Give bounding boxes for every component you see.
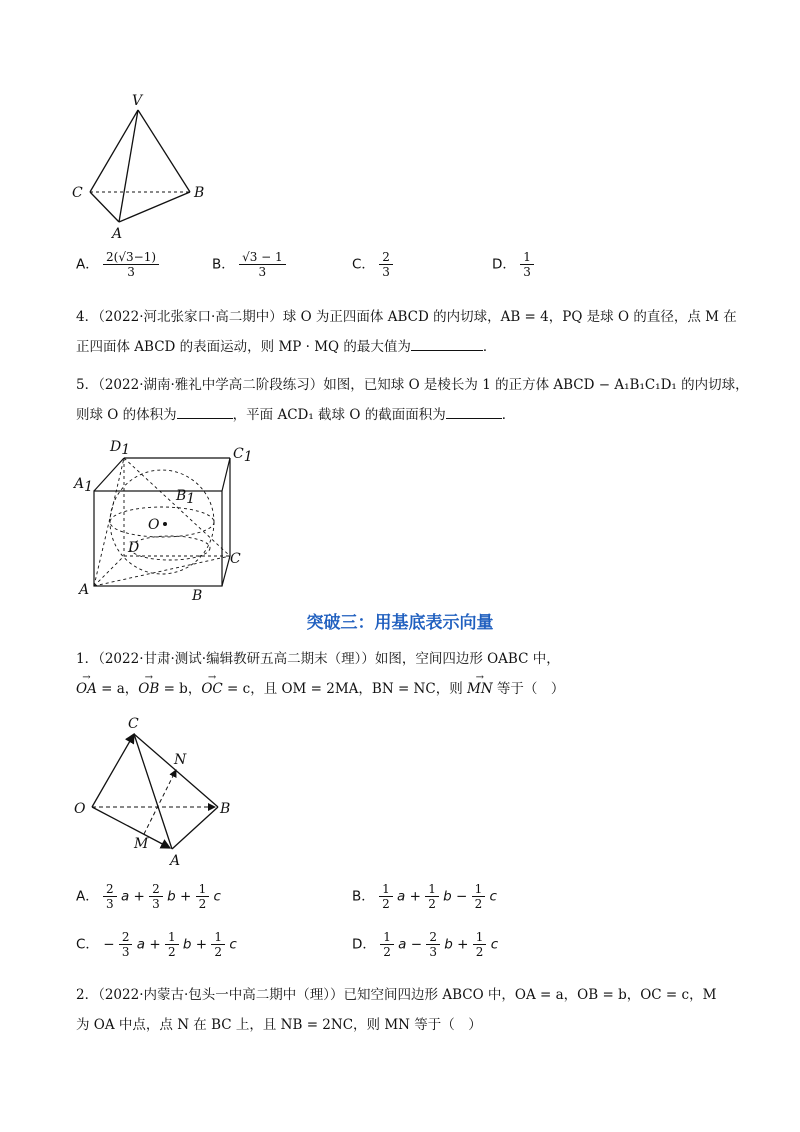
option-letter: D． — [352, 936, 376, 953]
answer-blank-volume[interactable] — [177, 418, 233, 419]
fraction-denominator: 2 — [382, 897, 390, 911]
term: a − — [398, 936, 423, 953]
option-letter: B． — [212, 256, 235, 273]
fraction-denominator: 3 — [258, 265, 267, 279]
fraction-denominator: 3 — [152, 897, 160, 911]
fraction-numerator: 2(√3−1) — [103, 250, 159, 265]
sphere-equator — [110, 507, 214, 537]
fraction-numerator: 2 — [426, 930, 440, 945]
question-5-line-2 — [76, 400, 732, 430]
fraction-numerator: 1 — [520, 250, 534, 265]
label-o: O — [148, 517, 160, 533]
label-v: V — [132, 93, 143, 109]
fraction-numerator: 1 — [196, 882, 210, 897]
p1-option-d[interactable] — [352, 930, 498, 959]
label-a: A — [170, 853, 181, 869]
question-suffix: 等于（ ） — [492, 681, 565, 697]
period: ． — [501, 407, 516, 423]
term: a + — [397, 888, 421, 905]
fraction-numerator: √3 − 1 — [239, 250, 286, 265]
fraction-numerator: 1 — [165, 930, 179, 945]
fraction-denominator: 3 — [106, 897, 114, 911]
space-quadrilateral-figure — [70, 712, 250, 872]
q3-option-c[interactable] — [352, 250, 393, 279]
term: c — [489, 888, 497, 905]
equation-text: = b， — [159, 681, 202, 697]
label-a1: A1 — [74, 476, 94, 495]
option-letter: B． — [352, 888, 375, 905]
edge-d1-c-plane — [124, 458, 230, 556]
edge-a-d-hidden — [94, 556, 124, 586]
label-c1: C1 — [233, 446, 253, 465]
label-c: C — [72, 185, 83, 201]
q3-option-b[interactable] — [212, 250, 286, 279]
answer-blank-area[interactable] — [446, 418, 502, 419]
problem-2-line-2: 为 OA 中点，点 N 在 BC 上，且 NB = 2NC，则 MN 等于（ ） — [76, 1017, 482, 1033]
problem-1-line-2 — [76, 674, 732, 704]
fraction-denominator: 2 — [198, 897, 207, 911]
fraction-denominator: 3 — [523, 265, 531, 279]
fraction-denominator: 2 — [474, 897, 483, 911]
label-d: D — [128, 540, 140, 556]
edge-ab — [119, 192, 190, 222]
section-heading: 突破三：用基底表示向量 — [306, 613, 494, 633]
fraction-numerator: 1 — [425, 882, 439, 897]
term: a + — [136, 936, 161, 953]
fraction-denominator: 3 — [429, 945, 437, 959]
fraction-numerator: 2 — [119, 930, 133, 945]
center-point — [163, 522, 167, 526]
vector-oc-line — [92, 734, 134, 807]
edge-a1-d1 — [94, 458, 124, 491]
label-m: M — [134, 836, 149, 852]
term: c — [229, 936, 237, 953]
label-c: C — [230, 551, 241, 567]
edge-a-c-plane — [94, 556, 230, 586]
period: ． — [482, 339, 497, 355]
vector-ob: → OB — [138, 674, 159, 704]
p1-option-a[interactable] — [76, 882, 221, 911]
edge-b1-c1 — [222, 458, 230, 491]
term: b + — [182, 936, 208, 953]
label-a: A — [112, 226, 123, 240]
p1-option-b[interactable] — [352, 882, 497, 911]
option-letter: A． — [76, 888, 99, 905]
label-b: B — [194, 185, 205, 201]
q3-option-d[interactable] — [492, 250, 534, 279]
edge-vb — [138, 110, 190, 192]
label-a: A — [79, 582, 90, 598]
tetrahedron-figure — [60, 90, 220, 240]
inscribed-sphere — [110, 470, 214, 574]
q3-option-a[interactable] — [76, 250, 159, 279]
fraction-numerator: 2 — [379, 250, 393, 265]
fraction-denominator: 2 — [214, 945, 223, 959]
fraction-numerator: 1 — [472, 882, 486, 897]
label-c: C — [128, 716, 139, 732]
fraction-numerator: 1 — [379, 882, 393, 897]
problem-2-line-1: 2．（2022·内蒙古·包头一中高二期中（理））已知空间四边形 ABCO 中，OA = a，OB = b，OC = c，M — [76, 987, 717, 1003]
question-4-line-2 — [76, 332, 732, 362]
fraction-denominator: 3 — [121, 945, 130, 959]
term: a + — [120, 888, 145, 905]
fraction-numerator: 2 — [149, 882, 163, 897]
vector-oa: → OA — [76, 674, 97, 704]
fraction-numerator: 1 — [380, 930, 394, 945]
equation-text: = a， — [96, 681, 139, 697]
question-text: ，平面 ACD₁ 截球 O 的截面面积为 — [232, 407, 446, 423]
fraction-numerator: 1 — [211, 930, 225, 945]
fraction-denominator: 2 — [428, 897, 436, 911]
fraction-numerator: 2 — [103, 882, 117, 897]
problem-2 — [76, 980, 732, 1040]
label-b1: B1 — [176, 488, 196, 507]
answer-blank[interactable] — [411, 350, 483, 351]
label-o: O — [74, 801, 86, 817]
term: b + — [167, 888, 192, 905]
fraction-numerator: 1 — [473, 930, 487, 945]
p1-option-c[interactable]: C． − $\frac{2}{3}$ a + $\frac{1}{2}$ b + $\frac{1}{2}$ c — [76, 930, 237, 959]
fraction-denominator: 2 — [167, 945, 176, 959]
question-text: 正四面体 ABCD 的表面运动，则 MP · MQ 的最大值为 — [76, 339, 411, 355]
equation-text: = c，且 OM = 2MA，BN = NC，则 — [222, 681, 467, 697]
term: b + — [444, 936, 469, 953]
question-text: 则球 O 的体积为 — [76, 407, 177, 423]
question-4-line-1: 4．（2022·河北张家口·高二期中）球 O 为正四面体 ABCD 的内切球，AB = 4，PQ 是球 O 的直径，点 M 在 — [76, 309, 737, 325]
term: c — [490, 936, 499, 953]
fraction-denominator: 3 — [127, 265, 135, 279]
question-5-line-1: 5．（2022·湖南·雅礼中学高二阶段练习）如图，已知球 O 是棱长为 1 的正方体 ABCD − A₁B₁C₁D₁ 的内切球， — [76, 377, 749, 393]
fraction-denominator: 3 — [382, 265, 390, 279]
option-letter: C． — [352, 256, 375, 273]
fraction-denominator: 2 — [475, 945, 484, 959]
label-b: B — [192, 588, 203, 604]
problem-1-line-1: 1．（2022·甘肃·测试·编辑教研五高二期末（理））如图，空间四边形 OABC 中， — [76, 651, 560, 667]
term: c — [213, 888, 221, 905]
edge-a-b — [172, 807, 218, 849]
problem-1 — [76, 644, 732, 704]
vector-mn: → MN — [467, 674, 493, 704]
edge-b-c — [222, 556, 230, 586]
vector-oa-line — [92, 807, 170, 848]
question-5 — [76, 370, 749, 430]
label-n: N — [174, 752, 187, 768]
edge-a-d1-plane — [94, 458, 124, 586]
option-letter: D． — [492, 256, 516, 273]
option-letter: C． — [76, 936, 99, 953]
label-b: B — [220, 801, 231, 817]
term: b − — [443, 888, 468, 905]
fraction-denominator: 2 — [383, 945, 391, 959]
label-d1: D1 — [110, 439, 131, 458]
option-letter: A． — [76, 256, 99, 273]
edge-ca — [90, 192, 119, 222]
question-4 — [76, 302, 737, 362]
vector-oc: → OC — [201, 674, 222, 704]
cube-sphere-figure — [70, 436, 260, 606]
